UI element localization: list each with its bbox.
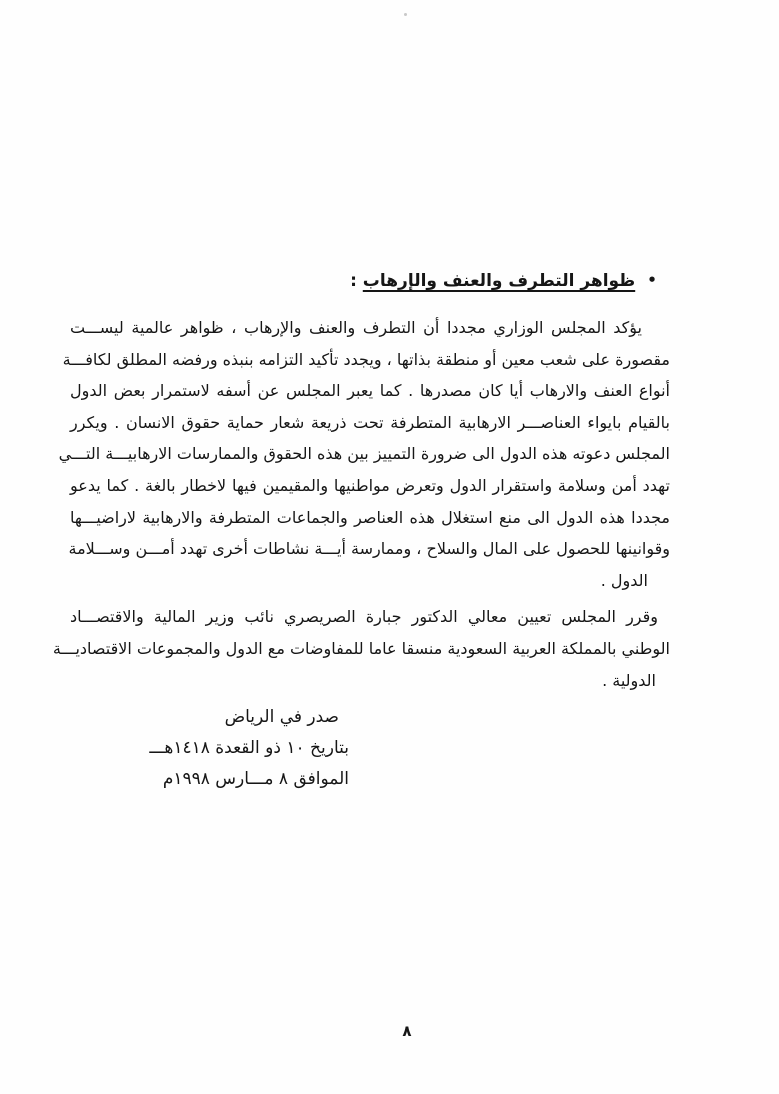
body-line: أنواع العنف والارهاب أيا كان مصدرها . كما يعبر المجلس عن أسفه لاستمرار بعض الدول — [70, 381, 670, 401]
paragraph-terrorism-statement — [58, 312, 670, 596]
body-line: الدولية . — [602, 670, 656, 690]
body-line: مجددا هذه الدول الى منع استغلال هذه العناصر والجماعات المتطرفة والارهابية لاراضيـــها — [70, 507, 670, 527]
body-line: وقوانينها للحصول على المال والسلاح ، وممارسة أيـــة نشاطات أخرى تهدد أمـــن وســـلامة — [68, 539, 670, 559]
gregorian-date-line: الموافق ٨ مـــارس ١٩٩٨م — [162, 769, 349, 790]
issuance-block — [149, 702, 349, 796]
page-number: ٨ — [402, 1022, 412, 1040]
body-line: الدول . — [600, 570, 648, 590]
body-line: مقصورة على شعب معين أو منطقة بذاتها ، ويجدد تأكيد التزامه بنبذه ورفضه المطلق لكافـــة — [62, 349, 670, 369]
body-line: المجلس دعوته هذه الدول الى ضرورة التمييز بين هذه الحقوق والممارسات الارهابيـــة التـــي — [58, 444, 670, 464]
body-line: وقرر المجلس تعيين معالي الدكتور جبارة الصريصري نائب وزير المالية والاقتصـــاد — [70, 607, 658, 627]
section-heading — [350, 271, 657, 291]
body-line: الوطني بالمملكة العربية السعودية منسقا عاما للمفاوضات مع الدول والمجموعات الاقتصاديـــة — [52, 638, 670, 658]
body-line: يؤكد المجلس الوزاري مجددا أن التطرف والعنف والإرهاب ، ظواهر عالمية ليســـت — [70, 318, 642, 337]
section-heading-text: ظواهر التطرف والعنف والإرهاب — [362, 271, 636, 291]
issued-at-line: صدر في الرياض — [224, 707, 339, 727]
hijri-date-line: بتاريخ ١٠ ذو القعدة ١٤١٨هـــ — [149, 738, 349, 759]
bullet-icon: • — [647, 271, 657, 289]
body-line: بالقيام بايواء العناصـــر الارهابية المتطرفة تحت ذريعة شعار حماية حقوق الانسان . ويكرر — [70, 412, 670, 432]
paragraph-appointment-decision — [52, 601, 670, 696]
body-line: تهدد أمن وسلامة واستقرار الدول وتعرض مواطنيها والمقيمين فيها لاخطار بالغة . كما يدعو — [70, 475, 670, 495]
scan-artifact-dot — [404, 13, 407, 16]
section-heading-colon: : — [350, 271, 363, 291]
body-text-column — [52, 312, 670, 696]
